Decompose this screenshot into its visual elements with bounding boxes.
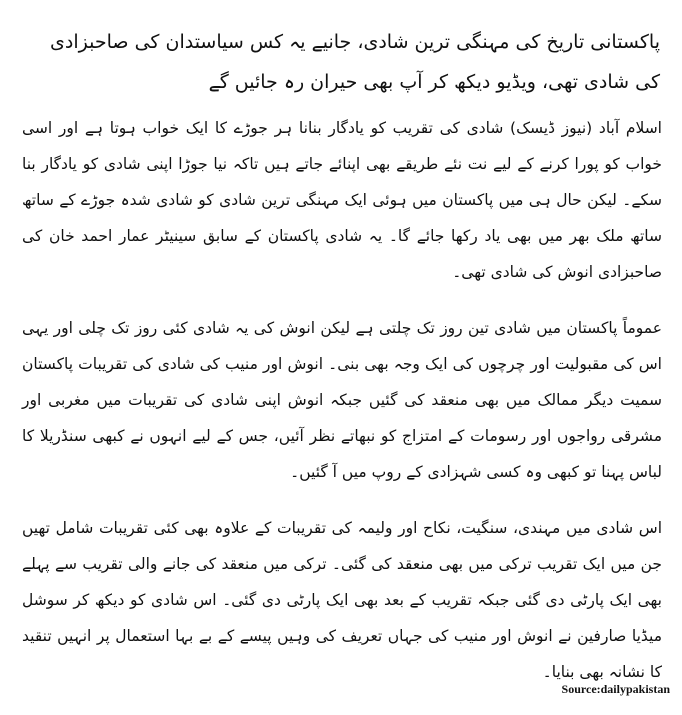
article-paragraph-1: اسلام آباد (نیوز ڈیسک) شادی کی تقریب کو یادگار بنانا ہر جوڑے کا ایک خواب ہوتا ہے اور اسی خواب کو پورا کرنے کے لیے نت نئے طریقے بھی اپنائے جاتے ہیں تاکہ نیا جوڑا اپنی شادی کو یادگار بنا سکے۔ لیکن حال ہی میں پاکستان میں ہوئی ایک مہنگی ترین شادی کو شادی شدہ جوڑے کے ساتھ ساتھ ملک بھر میں بھی یاد رکھا جائے گا۔ یہ شادی پاکستان کے سابق سینیٹر عمار احمد خان کی صاحبزادی انوش کی شادی تھی۔ bbox=[22, 119, 662, 281]
source-credit: Source:dailypakistan bbox=[561, 682, 670, 696]
article-paragraph-2: عموماً پاکستان میں شادی تین روز تک چلتی ہے لیکن انوش کی یہ شادی کئی روز تک چلی اور یہی اس کی مقبولیت اور چرچوں کی ایک وجہ بھی بنی۔ انوش اور منیب کی شادی کی تقریبات پاکستان سمیت دیگر ممالک میں بھی منعقد کی گئیں جبکہ انوش اپنی شادی کی تقریبات میں مغربی اور مشرقی رواجوں اور رسومات کے امتزاج کو نبھاتے نظر آئیں، جس کے لیے انہوں نے کبھی سنڈریلا کا لباس پہنا تو کبھی وہ کسی شہزادی کے روپ میں آ گئیں۔ bbox=[22, 319, 662, 481]
article-headline: پاکستانی تاریخ کی مہنگی ترین شادی، جانیے یہ کس سیاستدان کی صاحبزادی کی شادی تھی، ویڈیو دیکھ کر آپ بھی حیران رہ جائیں گے bbox=[50, 31, 660, 93]
article-paragraph-3: اس شادی میں مہندی، سنگیت، نکاح اور ولیمہ کی تقریبات کے علاوہ بھی کئی تقریبات شامل تھیں جن میں ایک تقریب ترکی میں بھی منعقد کی گئی۔ ترکی میں منعقد کی جانے والی تقریب سے پہلے بھی ایک پارٹی دی گئی جبکہ تقریب کے بعد بھی ایک پارٹی دی گئی۔ اس شادی کو دیکھ کر سوشل میڈیا صارفین نے انوش اور منیب کی جہاں تعریف کی وہیں پیسے کے بے بہا استعمال پر انہیں تنقید کا نشانہ بھی بنایا۔ bbox=[22, 519, 662, 681]
